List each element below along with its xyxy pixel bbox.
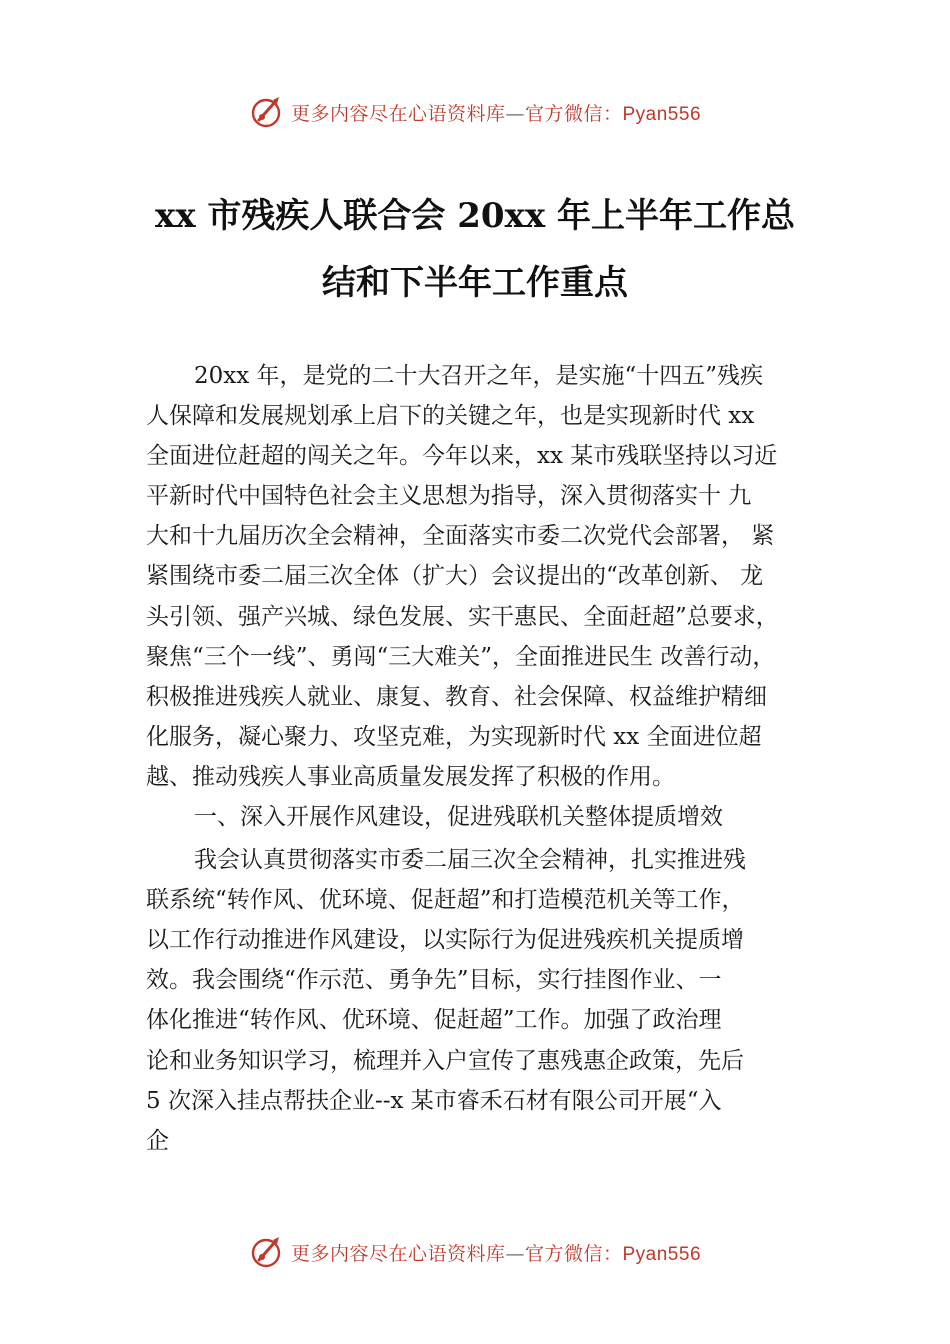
brush-logo-icon <box>249 94 285 130</box>
body-line: 企 <box>146 1127 169 1154</box>
body-line: 5 次深入挂点帮扶企业--x 某市睿禾石材有限公司开展“入 <box>146 1087 722 1114</box>
document-title-line-2: 结和下半年工作重点 <box>322 263 628 303</box>
body-line: 体化推进“转作风、优环境、促赶超”工作。加强了政治理 <box>146 1007 722 1034</box>
body-line: 大和十九届历次全会精神，全面落实市委二次党代会部署， 紧 <box>146 523 775 550</box>
watermark-banner-bottom <box>0 1232 950 1272</box>
body-line: 效。我会围绕“作示范、勇争先”目标，实行挂图作业、一 <box>146 967 722 994</box>
document-body <box>146 356 846 1161</box>
body-line: 全面进位赶超的闯关之年。今年以来，xx 某市残联坚持以习近 <box>146 443 778 470</box>
body-line: 平新时代中国特色社会主义思想为指导，深入贯彻落实十 九 <box>146 483 752 510</box>
section-heading: 一、深入开展作风建设，促进残联机关整体提质增效 <box>194 804 723 831</box>
watermark-text: 更多内容尽在心语资料库—官方微信：Pyan556 <box>290 102 702 125</box>
document-title-line-1: xx 市残疾人联合会 20xx 年上半年工作总 <box>155 196 795 236</box>
body-line: 我会认真贯彻落实市委二届三次全会精神，扎实推进残 <box>194 847 746 874</box>
watermark-text: 更多内容尽在心语资料库—官方微信：Pyan556 <box>290 1242 702 1265</box>
body-line: 联系统“转作风、优环境、促赶超”和打造模范机关等工作， <box>146 887 745 914</box>
watermark-banner-top <box>0 92 950 132</box>
body-line: 以工作行动推进作风建设，以实际行为促进残疾机关提质增 <box>146 927 744 954</box>
body-line: 20xx 年，是党的二十大召开之年，是实施“十四五”残疾 <box>194 363 764 389</box>
body-line: 积极推进残疾人就业、康复、教育、社会保障、权益维护精细 <box>146 683 767 710</box>
body-line: 人保障和发展规划承上启下的关键之年，也是实现新时代 xx <box>146 403 755 430</box>
body-line: 论和业务知识学习，梳理并入户宣传了惠残惠企政策，先后 <box>146 1047 744 1074</box>
body-line: 化服务，凝心聚力、攻坚克难，为实现新时代 xx 全面进位超 <box>146 723 762 750</box>
body-line: 紧围绕市委二届三次全体（扩大）会议提出的“改革创新、 龙 <box>146 563 764 590</box>
body-line: 头引领、强产兴城、绿色发展、实干惠民、全面赶超”总要求， <box>146 603 779 630</box>
body-line: 越、推动残疾人事业高质量发展发挥了积极的作用。 <box>146 763 675 790</box>
brush-logo-icon <box>249 1234 285 1270</box>
body-line: 聚焦“三个一线”、勇闯“三大难关”，全面推进民生 改善行动， <box>146 643 776 670</box>
